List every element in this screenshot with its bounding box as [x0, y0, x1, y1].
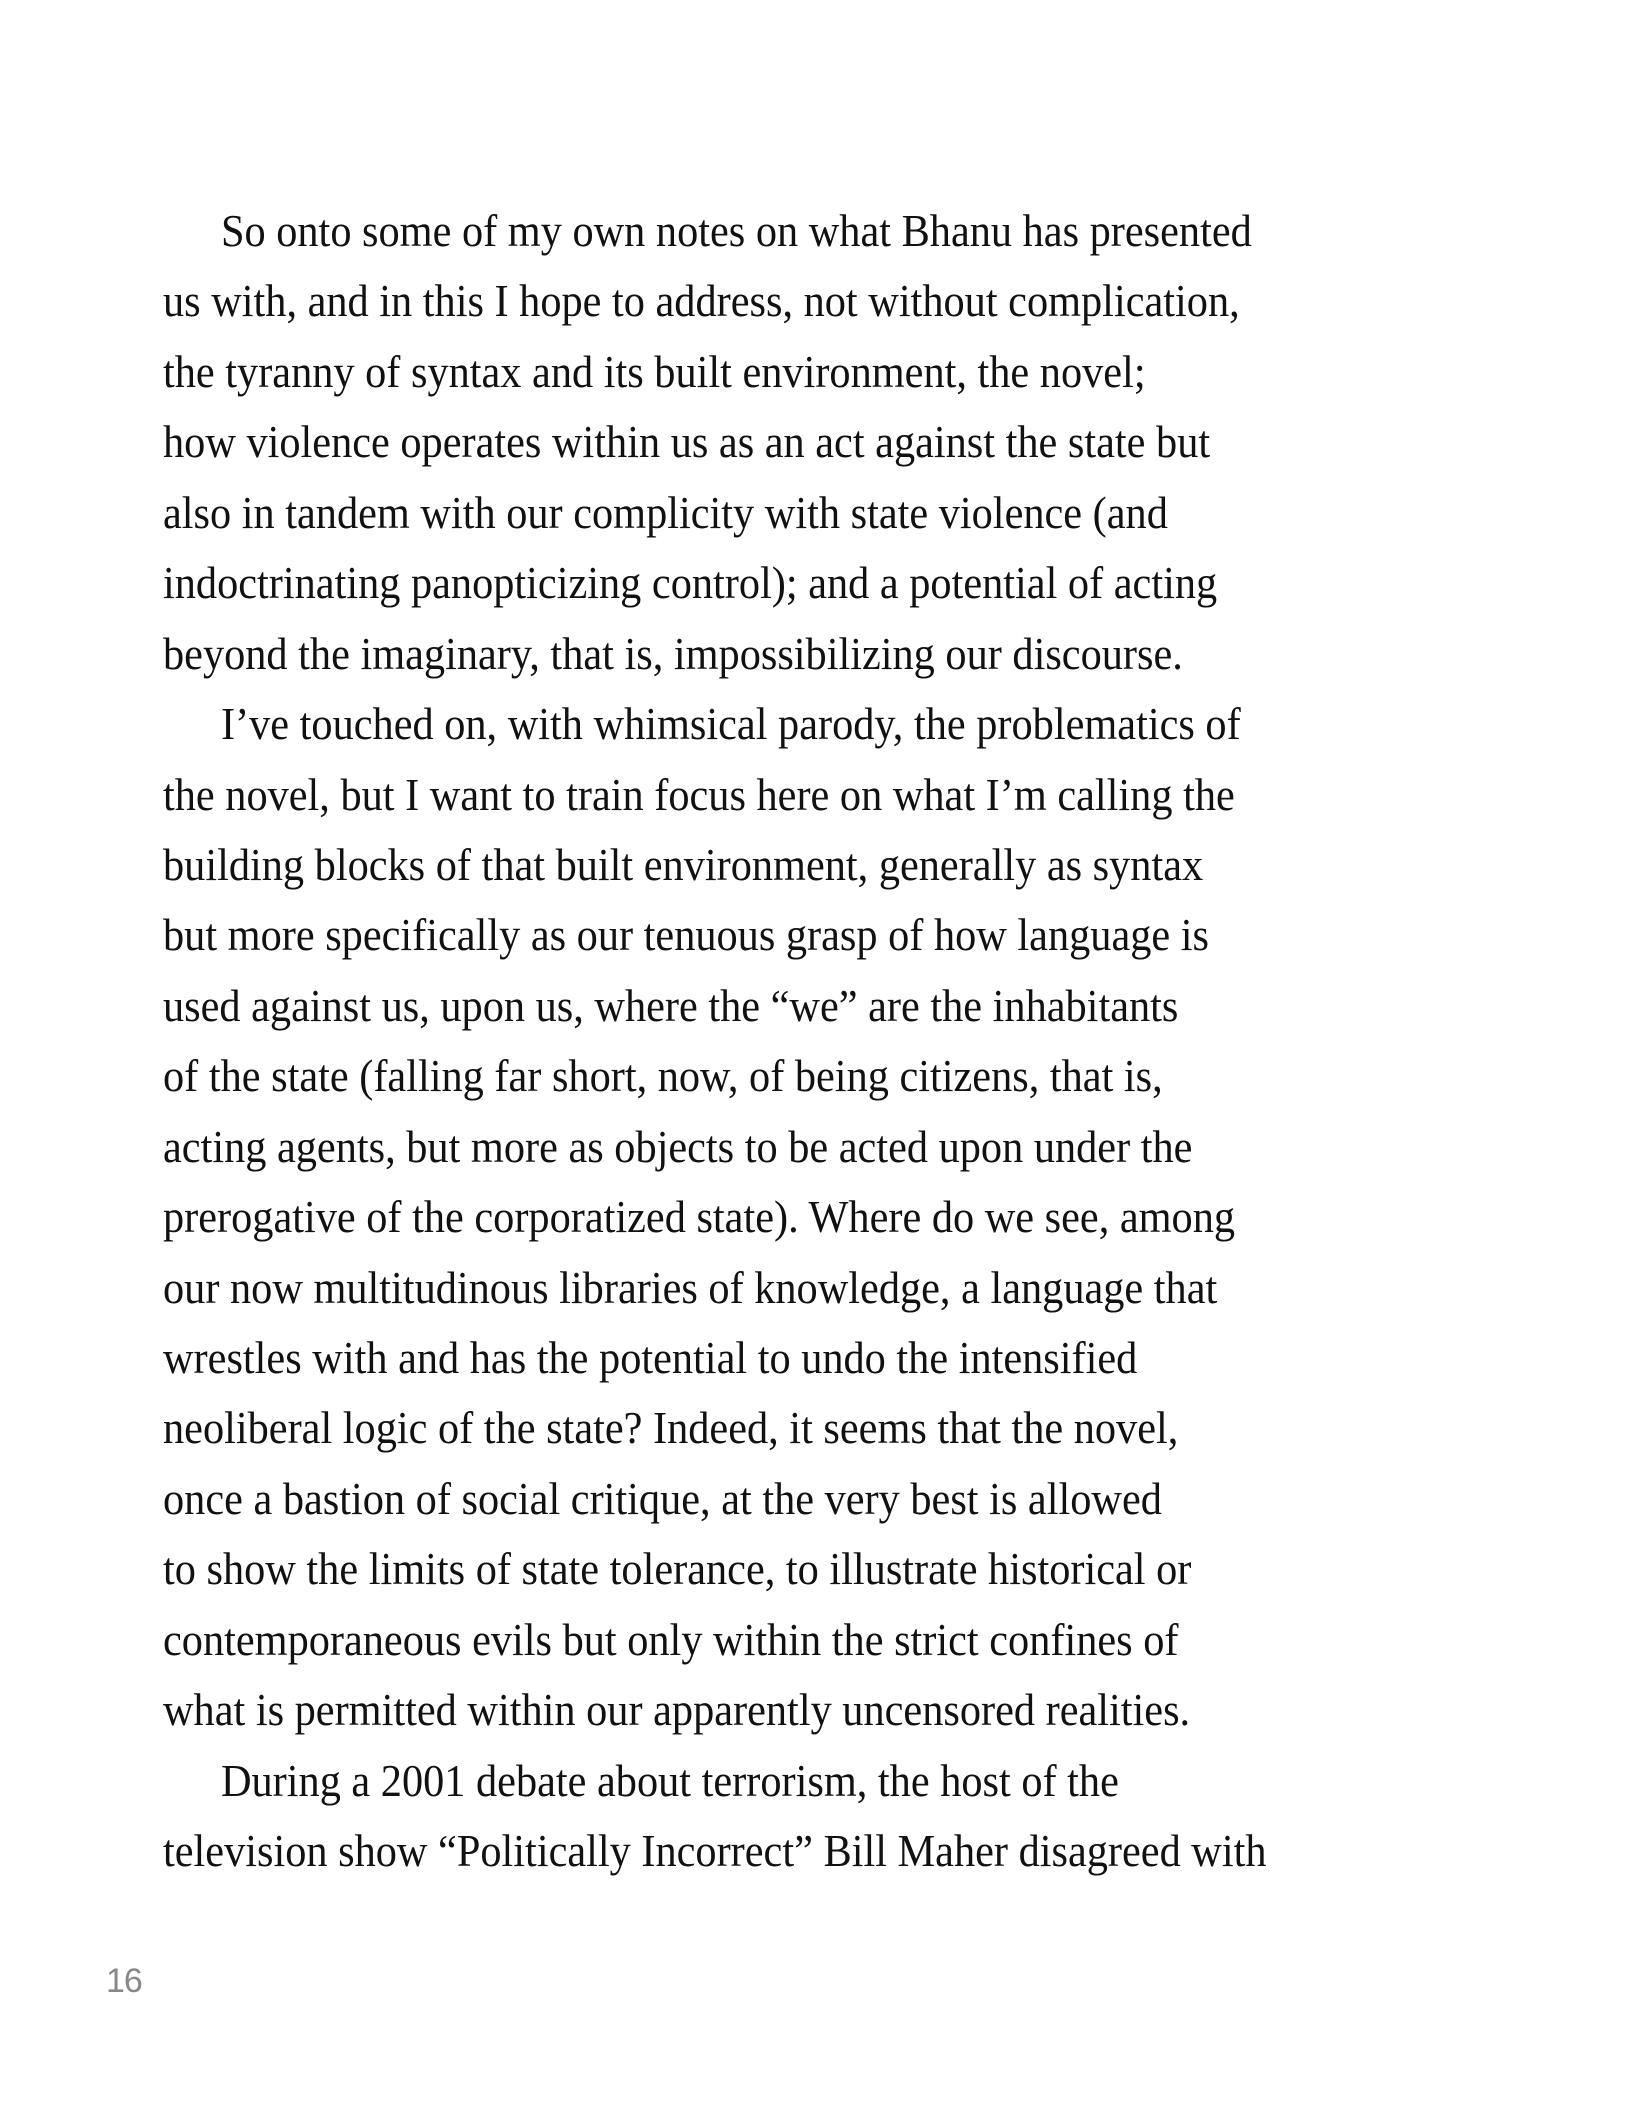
- body-text: [163, 196, 1483, 1887]
- paragraph-1-line-4: how violence operates within us as an act against the state but: [163, 416, 1211, 468]
- paragraph-2-line-6: of the state (falling far short, now, of being citizens, that is,: [163, 1050, 1163, 1102]
- paragraph-1-line-1: So onto some of my own notes on what Bhanu has presented: [220, 205, 1252, 256]
- paragraph-2-line-14: contemporaneous evils but only within the strict confines of: [163, 1613, 1179, 1665]
- page-number: 16: [106, 1962, 142, 2000]
- paragraph-2-line-10: wrestles with and has the potential to undo the intensified: [163, 1332, 1138, 1383]
- paragraph-2-line-2: the novel, but I want to train focus here on what I’m calling the: [163, 768, 1235, 820]
- paragraph-2-line-8: prerogative of the corporatized state). Where do we see, among: [163, 1191, 1236, 1243]
- paragraph-2-line-4: but more specifically as our tenuous grasp of how language is: [163, 909, 1209, 961]
- paragraph-2-line-5: used against us, upon us, where the “we” are the inhabitants: [163, 979, 1179, 1031]
- paragraph-2-line-3: building blocks of that built environment, generally as syntax: [163, 838, 1204, 890]
- paragraph-1-line-2: us with, and in this I hope to address, not without complication,: [163, 275, 1240, 327]
- paragraph-2-line-12: once a bastion of social critique, at the very best is allowed: [163, 1472, 1162, 1524]
- paragraph-1-line-7: beyond the imaginary, that is, impossibilizing our discourse.: [163, 627, 1183, 679]
- paragraph-3-line-1: During a 2001 debate about terrorism, the host of the: [220, 1754, 1119, 1806]
- paragraph-2-line-7: acting agents, but more as objects to be acted upon under the: [163, 1120, 1193, 1172]
- paragraph-1-line-6: indoctrinating panopticizing control); and a potential of acting: [163, 557, 1218, 609]
- paragraph-2-line-9: our now multitudinous libraries of knowledge, a language that: [163, 1261, 1218, 1313]
- paragraph-2-line-15: what is permitted within our apparently uncensored realities.: [163, 1684, 1191, 1736]
- paragraph-1-line-5: also in tandem with our complicity with state violence (and: [163, 486, 1168, 538]
- paragraph-1-line-3: the tyranny of syntax and its built environment, the novel;: [163, 345, 1146, 397]
- paragraph-3-line-2: television show “Politically Incorrect” Bill Maher disagreed with: [163, 1825, 1267, 1877]
- paragraph-2-line-11: neoliberal logic of the state? Indeed, it seems that the novel,: [163, 1402, 1179, 1454]
- paragraph-2-line-1: I’ve touched on, with whimsical parody, the problematics of: [220, 698, 1241, 750]
- paragraph-2-line-13: to show the limits of state tolerance, to illustrate historical or: [163, 1543, 1192, 1595]
